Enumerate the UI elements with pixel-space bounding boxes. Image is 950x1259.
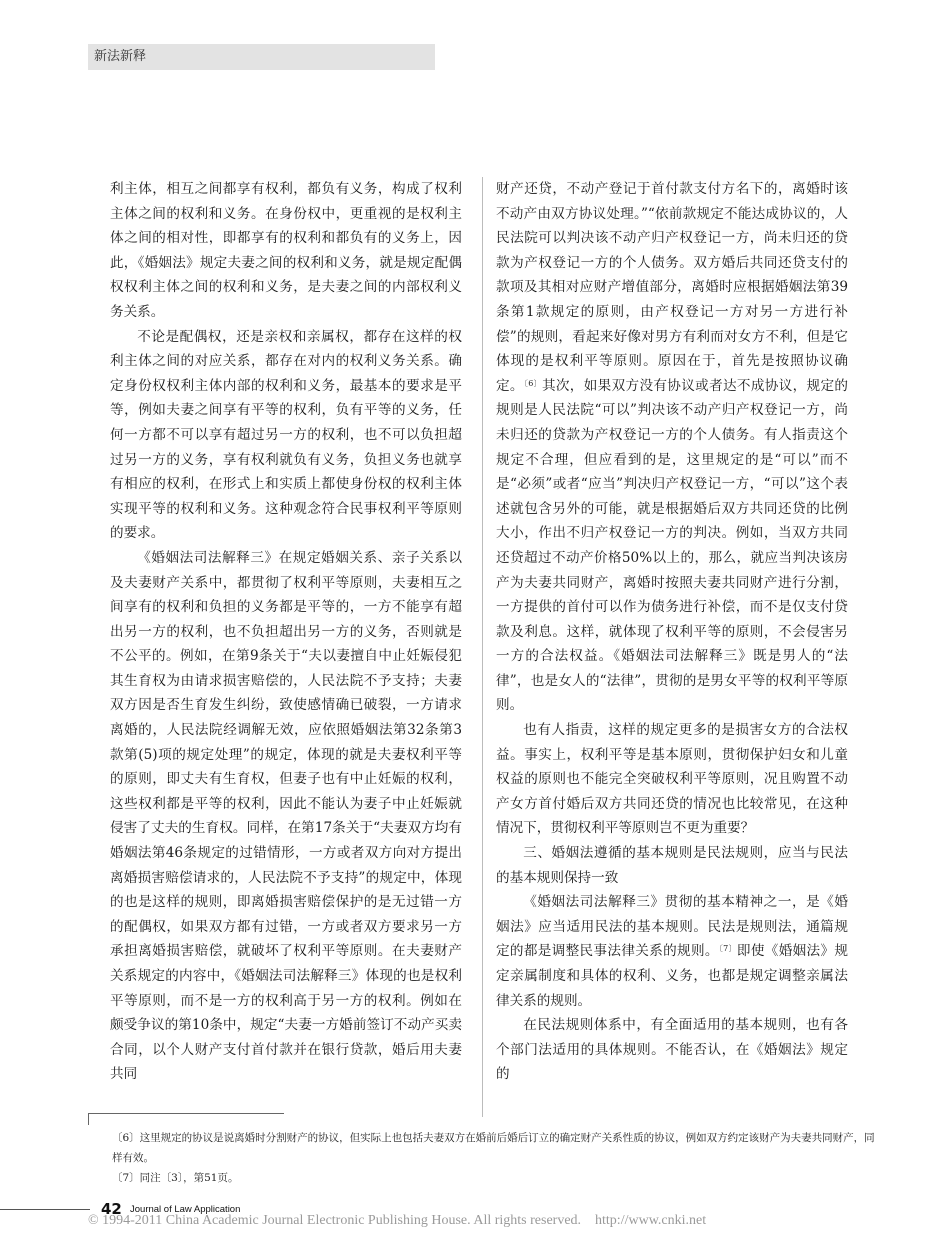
section-heading: 三、婚姻法遵循的基本规则是民法规则，应当与民法的基本规则保持一致 — [496, 845, 848, 886]
paragraph-text: 其次，如果双方没有协议或者达不成协议，规定的规则是人民法院“可以”判决该不动产归产权登记一方，尚未归还的贷款为产权登记一方的个人债务。有人指责这个规定不合理，但应看到的是，这里规定的是“可以”而不是“必须”或者“应当”判决归产权登记一方，“可以”这个表述就包含另外的可能，就是根据婚后双方共同还贷的比例大小，作出不归产权登记一方的判决。例如，当双方共同还贷超过不动产价格50%以上的，那么，就应当判决该房产为夫妻共同财产，离婚时按照夫妻共同财产进行分割，一方提供的首付可以作为债务进行补偿，而不是仅支付贷款及利息。这样，就体现了权利平等的原则，不会侵害另一方的合法权益。《婚姻法司法解释三》既是男人的“法律”，也是女人的“法律”，贯彻的是男女平等的权利平等原则。 — [496, 377, 849, 714]
footnote-7: 〔7〕同注〔3〕，第51页。 — [112, 1172, 239, 1184]
column-divider — [482, 177, 483, 1117]
paragraph: 也有人指责，这样的规定更多的是损害女方的合法权益。事实上，权利平等是基本原则，贯彻保护妇女和儿童权益的原则也不能完全突破权利平等原则，况且购置不动产女方首付婚后双方共同还贷的情况也比较常见，在这种情况下，贯彻权利平等原则岂不更为重要？ — [496, 722, 848, 837]
paragraph — [496, 890, 848, 1013]
footnote-6: 〔6〕这里规定的协议是说离婚时分割财产的协议，但实际上也包括夫妻双方在婚前后婚后订立的确定财产关系性质的协议，例如双方约定该财产为夫妻共同财产，同样有效。 — [112, 1132, 875, 1164]
footer-rule — [0, 1209, 90, 1210]
paragraph: 在民法规则体系中，有全面适用的基本规则，也有各个部门法适用的具体规则。不能否认，在《婚姻法》规定的 — [496, 1017, 848, 1083]
paragraph: 《婚姻法司法解释三》在规定婚姻关系、亲子关系以及夫妻财产关系中，都贯彻了权利平等原则，夫妻相互之间享有的权利和负担的义务都是平等的，一方不能享有超出另一方的权利，也不负担超出另一方的义务，否则就是不公平的。例如，在第9条关于“夫以妻擅自中止妊娠侵犯其生育权为由请求损害赔偿的，人民法院不予支持；夫妻双方因是否生育发生纠纷，致使感情确已破裂，一方请求离婚的，人民法院经调解无效，应依照婚姻法第32条第3款第(5)项的规定处理”的规定，体现的就是夫妻权利平等的原则，即丈夫有生育权，但妻子也有中止妊娠的权利，这些权利都是平等的权利，因此不能认为妻子中止妊娠就侵害了丈夫的生育权。同样，在第17条关于“夫妻双方均有婚姻法第46条规定的过错情形，一方或者双方向对方提出离婚损害赔偿请求的，人民法院不予支持”的规定中，体现的也是这样的规则，即离婚损害赔偿保护的是无过错一方的配偶权，如果双方都有过错，一方或者双方要求另一方承担离婚损害赔偿，就破坏了权利平等原则。在夫妻财产关系规定的内容中，《婚姻法司法解释三》体现的也是权利平等原则，而不是一方的权利高于另一方的权利。例如在颇受争议的第10条中，规定“夫妻一方婚前签订不动产买卖合同，以个人财产支付首付款并在银行贷款，婚后用夫妻共同 — [110, 549, 462, 1083]
right-column — [496, 177, 848, 1087]
footnote-ref-6[interactable]: 〔6〕 — [523, 378, 542, 388]
paragraph — [496, 177, 848, 718]
footnote-ref-7[interactable]: 〔7〕 — [718, 944, 737, 954]
paragraph-text: 《婚姻法司法解释三》贯彻的基本精神之一，是《婚姻法》应当适用民法的基本规则。民法是规则法，通篇规定的都是调整民事法律关系的规则。 — [496, 894, 848, 960]
copyright-notice: © 1994-2011 China Academic Journal Electronic Publishing House. All rights reserved. http://www.cnki.net — [88, 1213, 707, 1228]
paragraph: 利主体，相互之间都享有权利，都负有义务，构成了权利主体之间的权利和义务。在身份权中，更重视的是权利主体之间的相对性，即都享有的权利和都负有的义务上，因此，《婚姻法》规定夫妻之间的权利和义务，就是规定配偶权权利主体之间的权利和义务，是夫妻之间的内部权利义务关系。 — [110, 181, 462, 320]
left-column — [110, 177, 462, 1087]
footnotes — [112, 1128, 882, 1188]
page-number: 42 — [101, 1200, 122, 1218]
journal-name: Journal of Law Application — [130, 1204, 241, 1215]
paragraph: 不论是配偶权，还是亲权和亲属权，都存在这样的权利主体之间的对应关系，都存在对内的权利义务关系。确定身份权权利主体内部的权利和义务，最基本的要求是平等，例如夫妻之间享有平等的权利，负有平等的义务，任何一方都不可以享有超过另一方的权利，也不可以负担超过另一方的义务，享有权利就负有义务，负担义务也就享有相应的权利，在形式上和实质上都使身份权的权利主体实现平等的权利和义务。这种观念符合民事权利平等原则的要求。 — [110, 328, 462, 542]
footnote-separator-tick — [88, 1113, 89, 1125]
paragraph-text: 即使《婚姻法》规定亲属制度和具体的权利、义务，也都是规定调整亲属法律关系的规则。 — [496, 943, 849, 1009]
paragraph-text: 财产还贷，不动产登记于首付款支付方名下的，离婚时该不动产由双方协议处理。”“依前款规定不能达成协议的，人民法院可以判决该不动产归产权登记一方，尚未归还的贷款为产权登记一方的个人债务。双方婚后共同还贷支付的款项及其相对应财产增值部分，离婚时应根据婚姻法第39条第1款规定的原则，由产权登记一方对另一方进行补偿”的规则，看起来好像对男方有利而对女方不利，但是它体现的是权利平等原则。原因在于，首先是按照协议确定。 — [496, 181, 848, 394]
footnote-separator — [88, 1113, 284, 1114]
section-header: 新法新释 — [88, 44, 435, 70]
